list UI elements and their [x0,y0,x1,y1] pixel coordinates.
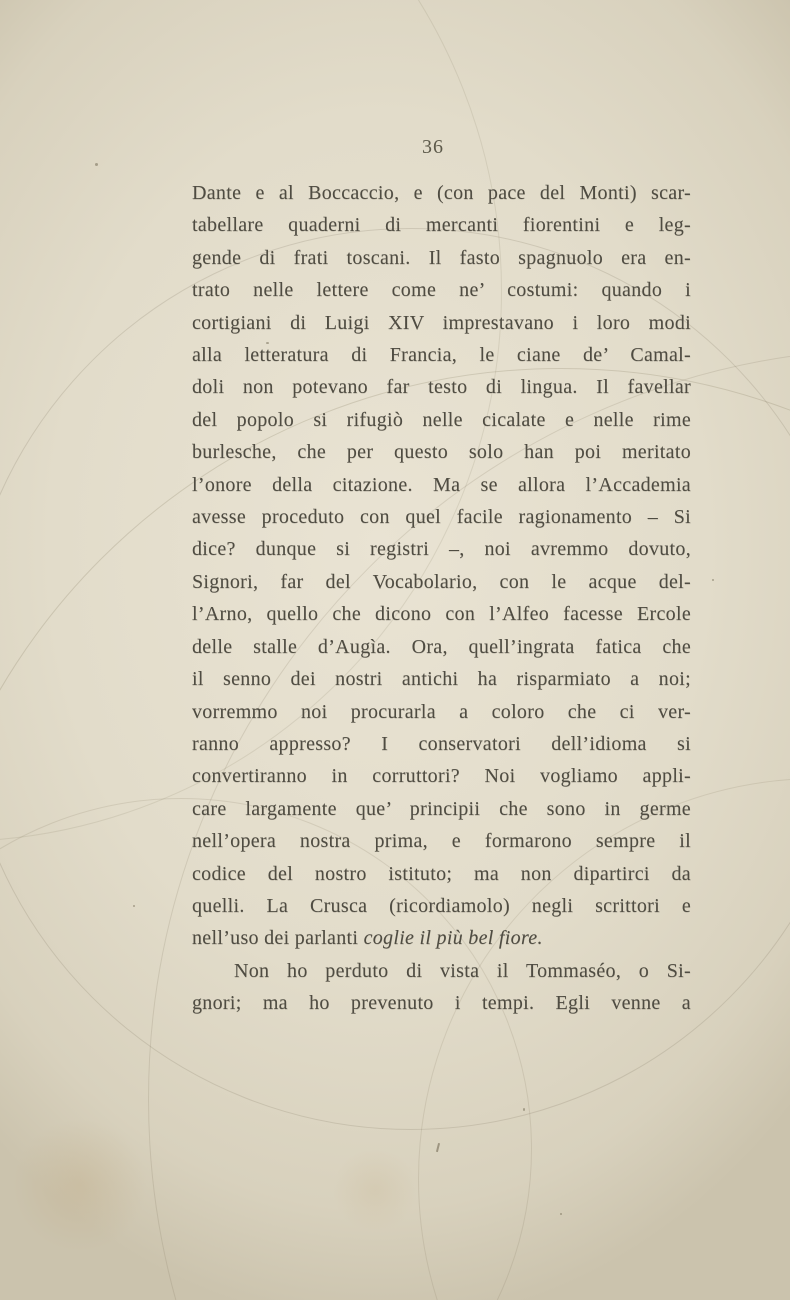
paper-stain [330,1150,420,1230]
text-column [192,177,691,1020]
text-line: avesse proceduto con quel facile ragionamento – Si [192,506,691,529]
text-line: gende di frati toscani. Il fasto spagnuolo era en- [192,246,691,269]
paper-stain [10,1120,150,1250]
scan-speck [712,579,714,581]
text-line: dice? dunque si registri –, noi avremmo dovuto, [192,538,691,561]
scan-speck [523,1108,525,1111]
scan-speck [560,1213,562,1215]
text-line: ranno appresso? I conservatori dell’idioma si [192,732,691,755]
text-line: quelli. La Crusca (ricordiamolo) negli scrittori e [192,894,691,917]
text-line: burlesche, che per questo solo han poi meritato [192,441,691,464]
text-line: l’Arno, quello che dicono con l’Alfeo facesse Ercole [192,603,691,626]
text-line: il senno dei nostri antichi ha risparmiato a noi; [192,668,691,691]
page-number: 36 [422,136,444,158]
text-line [192,922,691,954]
text-line: gnori; ma ho prevenuto i tempi. Egli venne a [192,992,691,1015]
text-line: Dante e al Boccaccio, e (con pace del Monti) scar- [192,182,691,204]
text-segment: nell’uso dei parlanti [192,927,364,950]
text-line: codice del nostro istituto; ma non dipartirci da [192,862,691,885]
text-line: delle stalle d’Augìa. Ora, quell’ingrata fatica che [192,635,691,658]
text-line: trato nelle lettere come ne’ costumi: quando i [192,279,691,302]
text-line: cortigiani di Luigi XIV imprestavano i loro modi [192,311,691,334]
scan-tick-artifact [436,1143,440,1152]
scan-speck [133,905,135,907]
text-line: doli non potevano far testo di lingua. Il favellar [192,376,691,399]
text-line: vorremmo noi procurarla a coloro che ci ver- [192,700,691,723]
italic-text-segment: coglie il più bel fiore. [363,927,543,950]
text-line: del popolo si rifugiò nelle cicalate e nelle rime [192,408,691,431]
text-line: alla letteratura di Francia, le ciane de’ Camal- [192,344,691,367]
text-line: l’onore della citazione. Ma se allora l’Accademia [192,473,691,496]
text-line: Non ho perduto di vista il Tommaséo, o Si- [234,959,691,982]
text-line: nell’opera nostra prima, e formarono sempre il [192,830,691,853]
text-line: Signori, far del Vocabolario, con le acque del- [192,570,691,593]
text-line: tabellare quaderni di mercanti fiorentini e leg- [192,214,691,237]
text-line: convertiranno in corruttori? Noi vogliamo appli- [192,765,691,788]
scan-speck [95,163,98,166]
text-line: care largamente que’ principii che sono in germe [192,797,691,820]
